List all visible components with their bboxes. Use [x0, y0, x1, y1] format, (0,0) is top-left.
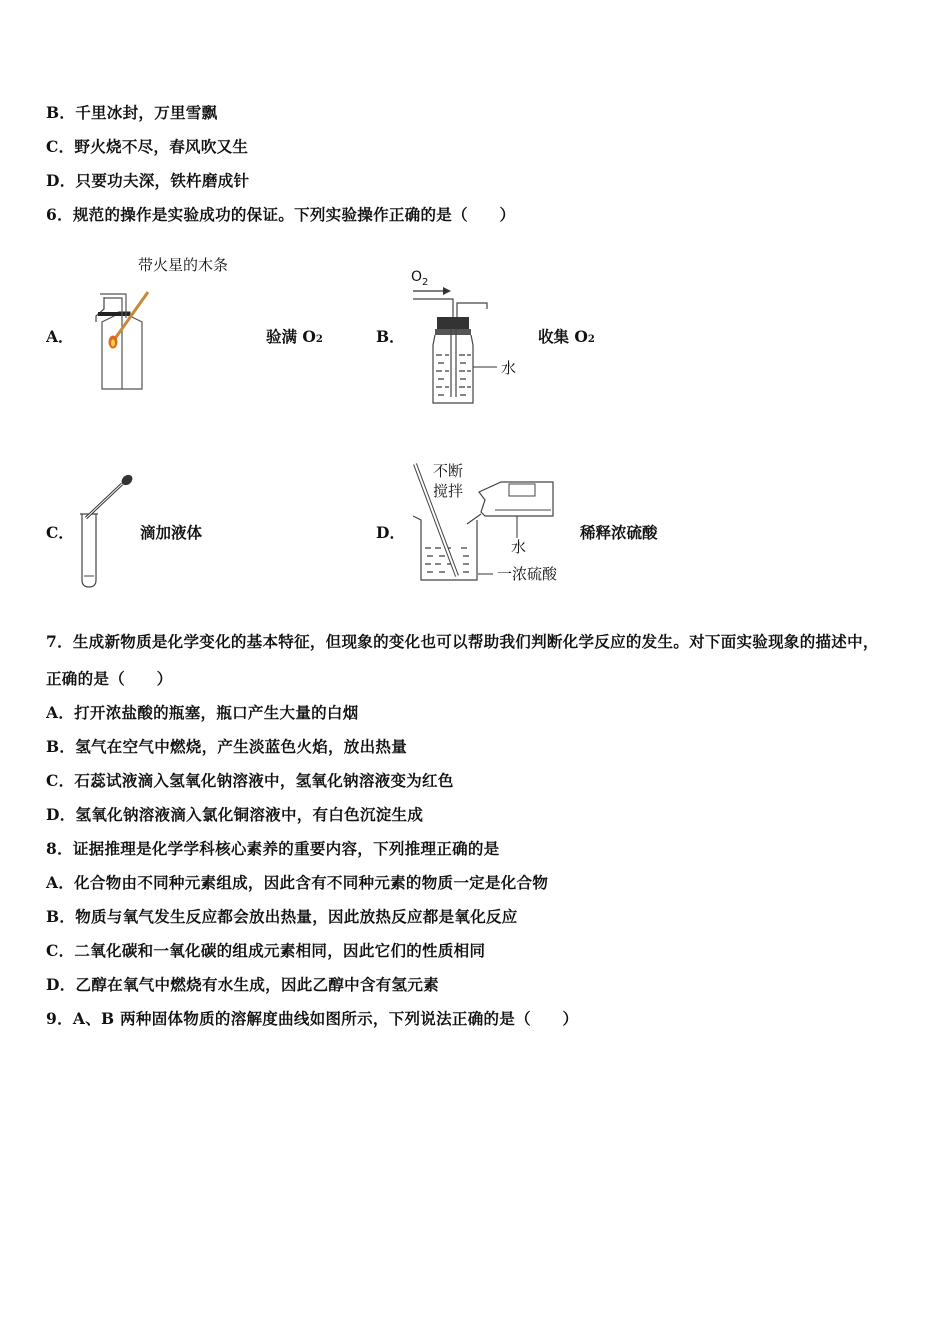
- q6-b-figure: [405, 265, 535, 410]
- q7-option-d: D．氢氧化钠溶液滴入氯化铜溶液中，有白色沉淀生成: [46, 805, 424, 824]
- q7-option-b: B．氢气在空气中燃烧，产生淡蓝色火焰，放出热量: [46, 737, 408, 756]
- q6-b-caption-text: 收集 O: [538, 327, 588, 346]
- q6-stem: 6．规范的操作是实验成功的保证。下列实验操作正确的是（ ）: [46, 205, 516, 224]
- q6-a-figure: [90, 252, 260, 397]
- q8-stem: 8．证据推理是化学学科核心素养的重要内容，下列推理正确的是: [46, 839, 500, 858]
- q9-stem: 9．A、B 两种固体物质的溶解度曲线如图所示，下列说法正确的是（ ）: [46, 1009, 579, 1028]
- q6-d-figure: [405, 458, 570, 588]
- q6-d-fig-acid: 一浓硫酸: [497, 565, 558, 583]
- q6-a-caption-sub: 2: [315, 334, 323, 345]
- q6-d-fig-water: 水: [511, 538, 527, 556]
- q6-d-fig-stir2: 搅拌: [433, 482, 464, 500]
- q6-b-fig-gas-text: O: [411, 269, 423, 285]
- q8-option-c: C．二氧化碳和一氧化碳的组成元素相同，因此它们的性质相同: [46, 941, 486, 960]
- q6-d-caption: 稀释浓硫酸: [580, 523, 658, 542]
- q5-option-d: D．只要功夫深，铁杵磨成针: [46, 171, 250, 190]
- q6-b-fig-water: 水: [501, 359, 517, 377]
- q6-b-letter: B．: [376, 327, 405, 346]
- q6-c-letter: C．: [46, 523, 74, 542]
- q6-d-fig-stir1: 不断: [433, 462, 464, 480]
- dropper-test-tube: [72, 470, 142, 590]
- gas-collection-bottle: [405, 265, 535, 410]
- q6-c-caption: 滴加液体: [140, 523, 203, 542]
- q6-b-fig-gas-sub: 2: [422, 276, 429, 288]
- q6-a-letter: A．: [46, 327, 74, 346]
- q6-a-caption-text: 验满 O: [266, 327, 316, 346]
- q7-stem-line1: 7．生成新物质是化学变化的基本特征，但现象的变化也可以帮助我们判断化学反应的发生。对下面实验现象的描述中，: [46, 632, 879, 651]
- q7-stem-line2: 正确的是（ ）: [46, 669, 173, 688]
- q7-option-a: A．打开浓盐酸的瓶塞，瓶口产生大量的白烟: [46, 703, 359, 722]
- q8-option-d: D．乙醇在氧气中燃烧有水生成，因此乙醇中含有氢元素: [46, 975, 439, 994]
- q7-option-c: C．石蕊试液滴入氢氧化钠溶液中，氢氧化钠溶液变为红色: [46, 771, 454, 790]
- q6-a-fig-label: 带火星的木条: [138, 256, 229, 274]
- q8-option-a: A．化合物由不同种元素组成，因此含有不同种元素的物质一定是化合物: [46, 873, 549, 892]
- q6-d-fig-acid-text: 浓硫酸: [512, 565, 558, 583]
- q6-c-figure: [72, 470, 142, 590]
- q5-option-c: C．野火烧不尽，春风吹又生: [46, 137, 249, 156]
- q8-option-b: B．物质与氧气发生反应都会放出热量，因此放热反应都是氧化反应: [46, 907, 518, 926]
- q6-b-caption: [538, 325, 595, 347]
- q6-a-caption: [266, 325, 323, 347]
- q6-b-caption-sub: 2: [587, 334, 595, 345]
- q6-d-letter: D．: [376, 523, 405, 542]
- oxygen-check-bottle: [90, 252, 260, 397]
- q5-option-b: B．千里冰封，万里雪飘: [46, 103, 218, 122]
- acid-dilution-beaker: [405, 458, 570, 588]
